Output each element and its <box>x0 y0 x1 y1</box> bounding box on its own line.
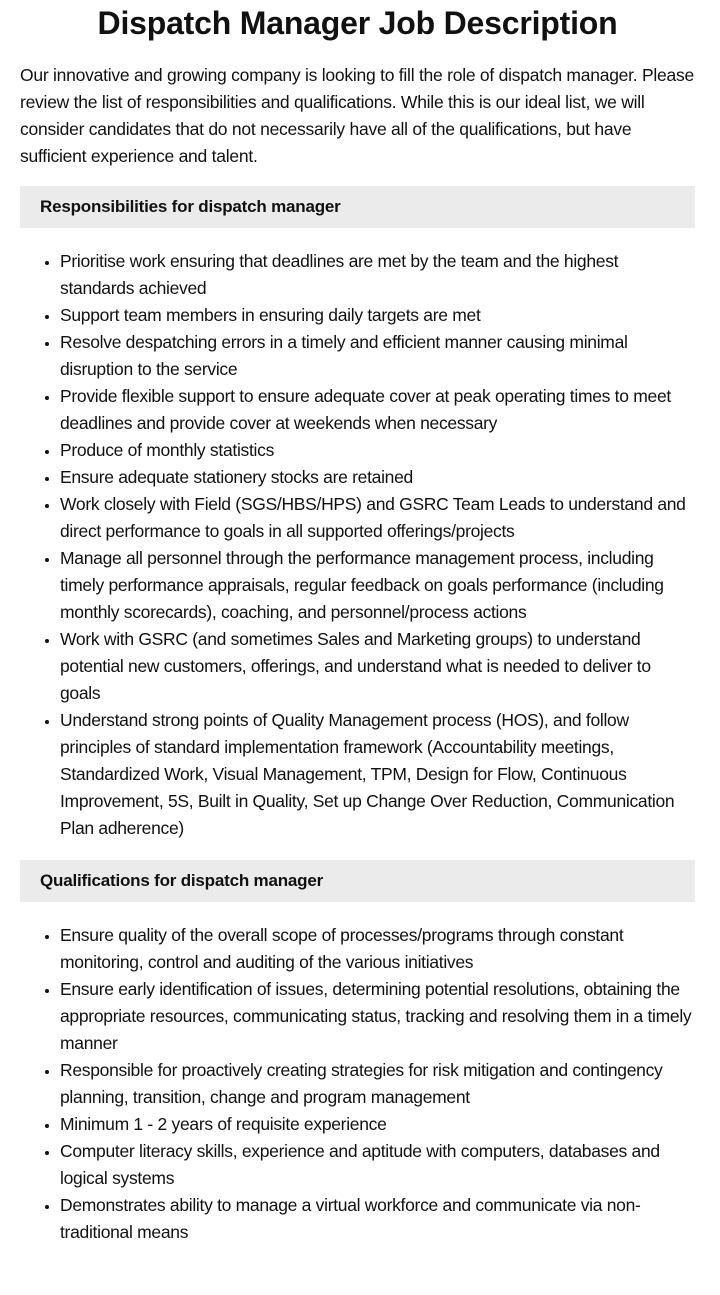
responsibility-item: • Provide flexible support to ensure adequate cover at peak operating times to meet deadlines and provide cover at weekends when necessary <box>60 383 695 437</box>
responsibility-item: • Produce of monthly statistics <box>60 437 695 464</box>
responsibility-item: • Prioritise work ensuring that deadlines are met by the team and the highest standards achieved <box>60 248 695 302</box>
responsibility-item: • Manage all personnel through the performance management process, including timely performance appraisals, regular feedback on goals performance (including monthly scorecards), coaching, and personnel/process actions <box>60 545 695 626</box>
responsibilities-list <box>20 248 695 842</box>
qualification-item: • Demonstrates ability to manage a virtual workforce and communicate via non-traditional means <box>60 1192 695 1246</box>
responsibility-item: • Understand strong points of Quality Management process (HOS), and follow principles of standard implementation framework (Accountability meetings, Standardized Work, Visual Management, TPM, Design for Flow, Continuous Improvement, 5S, Built in Quality, Set up Change Over Reduction, Communication Plan adherence) <box>60 707 695 842</box>
responsibility-item: • Ensure adequate stationery stocks are retained <box>60 464 695 491</box>
qualification-item: • Ensure early identification of issues, determining potential resolutions, obtaining the appropriate resources, communicating status, tracking and resolving them in a timely manner <box>60 976 695 1057</box>
qualification-item: • Minimum 1 - 2 years of requisite experience <box>60 1111 695 1138</box>
qualifications-heading: Qualifications for dispatch manager <box>20 860 695 902</box>
qualification-item: • Computer literacy skills, experience and aptitude with computers, databases and logical systems <box>60 1138 695 1192</box>
responsibility-item: • Work closely with Field (SGS/HBS/HPS) and GSRC Team Leads to understand and direct performance to goals in all supported offerings/projects <box>60 491 695 545</box>
qualification-item: • Responsible for proactively creating strategies for risk mitigation and contingency planning, transition, change and program management <box>60 1057 695 1111</box>
responsibility-item: • Resolve despatching errors in a timely and efficient manner causing minimal disruption to the service <box>60 329 695 383</box>
responsibility-item: • Support team members in ensuring daily targets are met <box>60 302 695 329</box>
responsibility-item: • Work with GSRC (and sometimes Sales and Marketing groups) to understand potential new customers, offerings, and understand what is needed to deliver to goals <box>60 626 695 707</box>
qualification-item: • Ensure quality of the overall scope of processes/programs through constant monitoring, control and auditing of the various initiatives <box>60 922 695 976</box>
responsibilities-heading: Responsibilities for dispatch manager <box>20 186 695 228</box>
page-title: Dispatch Manager Job Description <box>97 5 618 41</box>
qualifications-list <box>20 922 695 1246</box>
intro-paragraph: Our innovative and growing company is looking to fill the role of dispatch manager. Please review the list of responsibilities and qualifications. While this is our ideal list, we will consider candidates that do not necessarily have all of the qualifications, but have sufficient experience and talent. <box>20 65 695 166</box>
